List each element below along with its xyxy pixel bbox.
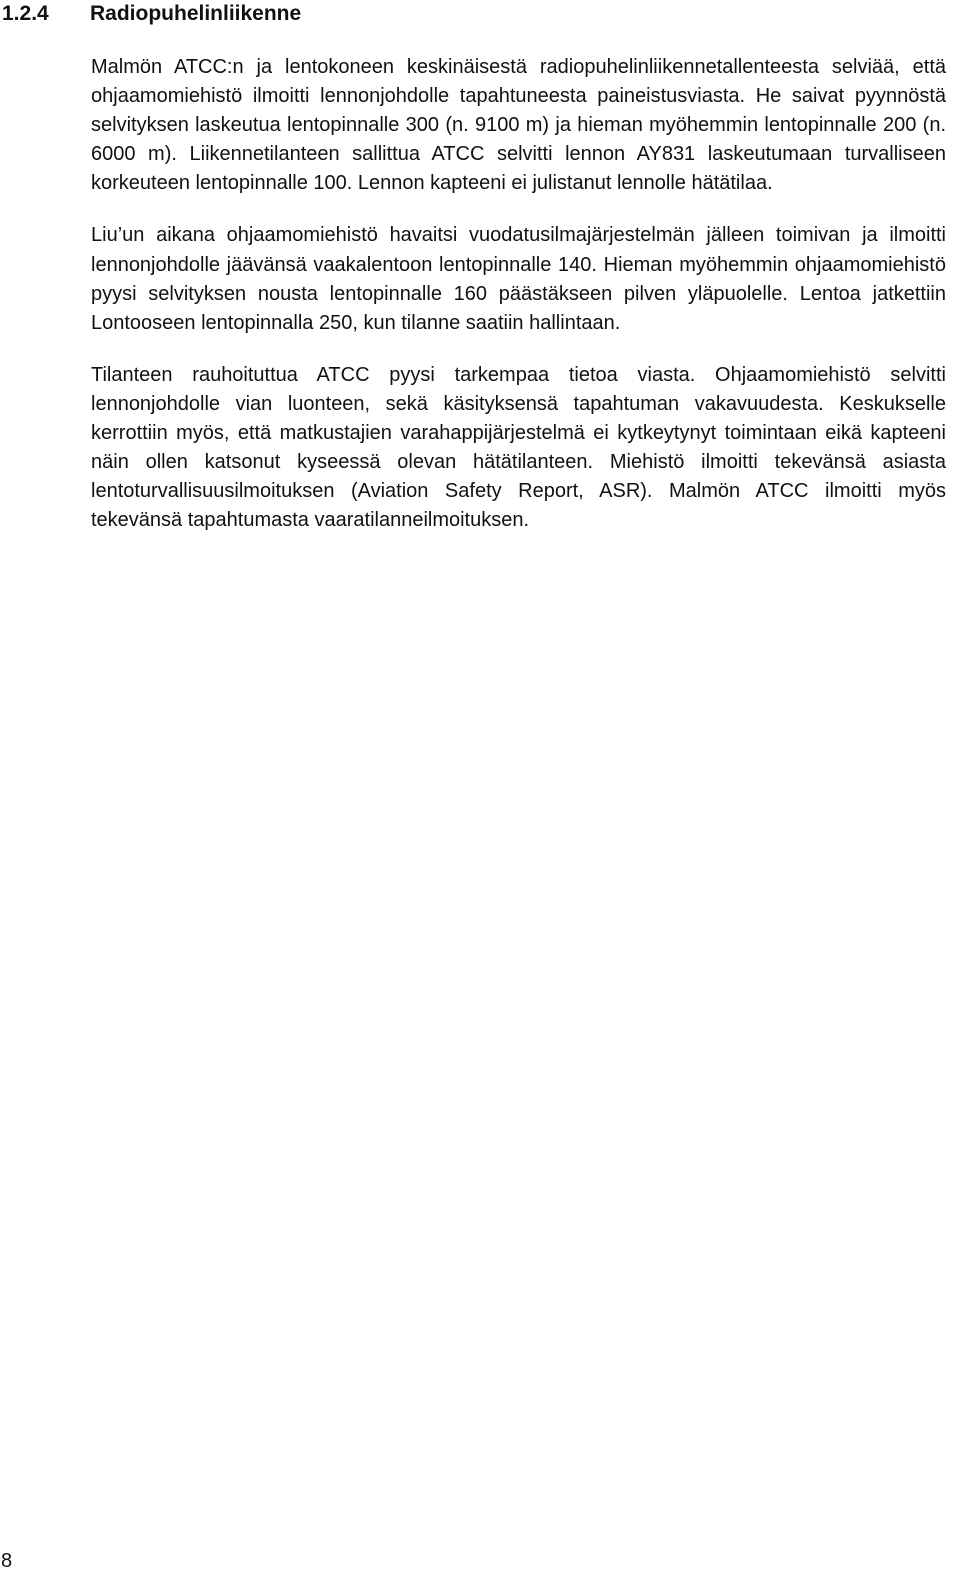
paragraph-follow-up: Tilanteen rauhoituttua ATCC pyysi tarkempaa tietoa viasta. Ohjaamomiehistö selvitti lennonjohdolle vian luonteen, sekä käsityksensä tapahtuman vakavuudesta. Keskukselle kerrottiin myös, että matkustajien varahappijärjestelmä ei kytkeytynyt toimintaan eikä kapteeni näin ollen katsonut kyseessä olevan hätätilanteen. Miehistö ilmoitti tekevänsä asiasta lentoturvallisuusilmoituksen (Aviation Safety Report, ASR). Malmön ATCC ilmoitti myös tekevänsä tapahtumasta vaaratilanneilmoituksen. — [91, 363, 946, 532]
paragraph-descent-events: Liu’un aikana ohjaamomiehistö havaitsi vuodatusilmajärjestelmän jälleen toimivan ja ilmoitti lennonjohdolle jäävänsä vaakalentoon lentopinnalle 140. Hieman myöhemmin ohjaamomiehistö pyysi selvityksen nousta lentopinnalle 160 päästäkseen pilven yläpuolelle. Lentoa jatkettiin Lontooseen lentopinnalla 250, kun tilanne saatiin hallintaan. — [91, 224, 946, 334]
paragraph-radio-communication: Malmön ATCC:n ja lentokoneen keskinäisestä radiopuhelinliikennetallenteesta selviää, että ohjaamomiehistö ilmoitti lennonjohdolle tapahtuneesta paineistusviasta. He saivat pyynnöstä selvityksen laskeutua lentopinnalle 300 (n. 9100 m) ja hieman myöhemmin lentopinnalle 200 (n. 6000 m). Liikennetilanteen sallittua ATCC selvitti lennon AY831 laskeutumaan turvalliseen korkeuteen lentopinnalle 100. Lennon kapteeni ei julistanut lennolle hätätilaa. — [91, 56, 946, 195]
section-title: Radiopuhelinliikenne — [90, 2, 302, 25]
section-number: 1.2.4 — [2, 2, 49, 25]
body-text — [91, 53, 946, 558]
section-heading — [2, 0, 301, 28]
page-number: 8 — [1, 1550, 13, 1572]
